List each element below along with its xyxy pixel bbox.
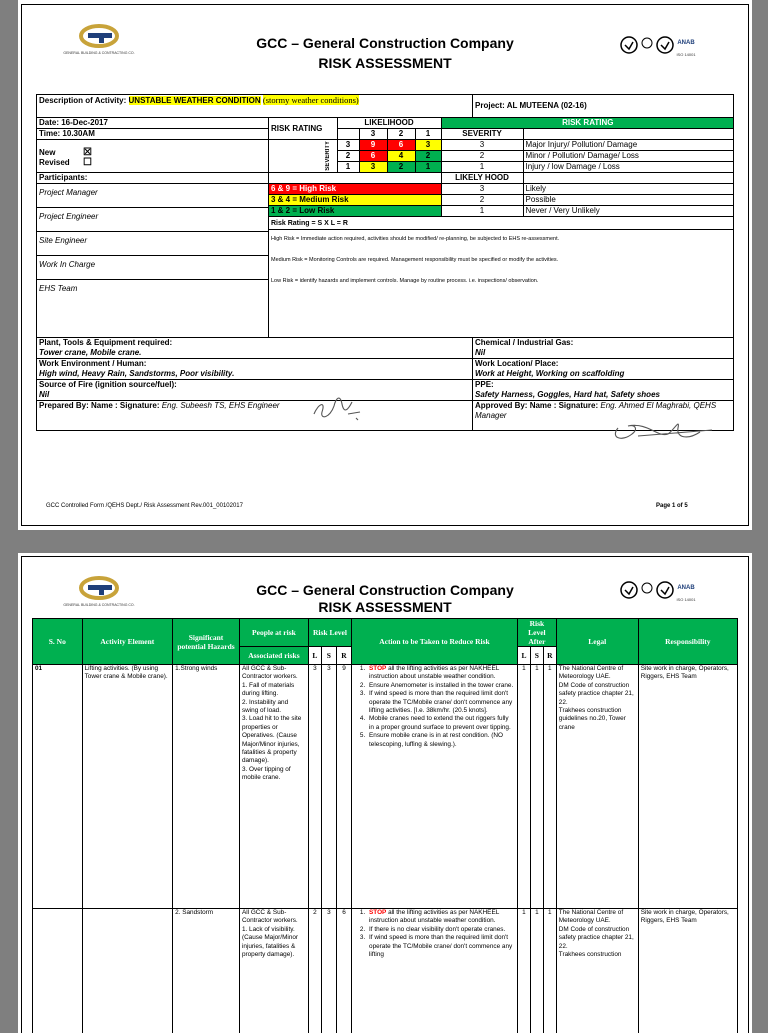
prepared-signature: [308, 384, 368, 428]
matrix-cell: 3: [359, 162, 387, 173]
document-title: RISK ASSESSMENT: [18, 599, 752, 615]
high-risk-note: High Risk = Immediate action required, activities should be modified/ re-planning, be subjected to EHS re-assessment.: [271, 234, 732, 244]
likely-desc: Possible: [523, 195, 734, 206]
participant-item: EHS Team: [37, 280, 268, 298]
matrix-cell: 2: [387, 162, 415, 173]
fire-value: Nil: [39, 390, 470, 400]
matrix-cell: 3: [415, 140, 441, 151]
row-actions: [352, 909, 518, 1033]
date-field: Date: 16-Dec-2017: [37, 118, 268, 129]
row-l: 3: [308, 665, 321, 909]
severity-desc: Injury / low Damage / Loss: [523, 162, 734, 173]
row-legal: The National Centre of Meteorology UAE. DM Code of construction safety practice chapter 21, 22. Trakhees construction guidelines no.20, Tower crane: [556, 665, 638, 909]
row-after-s: 1: [530, 665, 543, 909]
col-after-s: S: [530, 647, 543, 665]
severity-row-label: 1: [337, 162, 359, 173]
low-risk-note: Low Risk = identify hazards and implement controls. Manage by routine process. i.e. inspections/ observation.: [271, 276, 732, 286]
likely-number: 3: [441, 184, 523, 195]
approved-by-cell: Approved By: Name : Signature: Eng. Ahmed El Maghrabi, QEHS Manager: [473, 401, 734, 431]
severity-row-label: 2: [337, 151, 359, 162]
participants-label: Participants:: [37, 173, 268, 184]
row-sno: 01: [33, 665, 83, 909]
row-people: All GCC & Sub-Contractor workers. 1. Lack of visibility. (Cause Major/Minor injuries, fatalities & property damage).: [239, 909, 308, 1033]
matrix-cell: 1: [415, 162, 441, 173]
action-item: 3. If wind speed is more than the required limit don't operate the TC/Mobile crane/ don't commence any lifting activities. [I.e. 38km/hr. (20.5 knots].: [367, 690, 515, 715]
likely-hood-header: LIKELY HOOD: [441, 173, 523, 184]
col-associated-risks: Associated risks: [239, 647, 308, 665]
rating-table-title: RISK RATING: [441, 118, 734, 129]
row-responsibility: Site work in charge, Operators, Riggers, EHS Team: [638, 665, 737, 909]
chemical-label: Chemical / Industrial Gas:: [475, 338, 731, 348]
participant-item: Work In Charge: [37, 256, 268, 280]
document-title: RISK ASSESSMENT: [18, 55, 752, 71]
risk-formula: Risk Rating = S X L = R: [269, 217, 734, 230]
high-risk-legend: 6 & 9 = High Risk: [269, 184, 441, 195]
severity-desc: Minor / Pollution/ Damage/ Loss: [523, 151, 734, 162]
svg-text:GENERAL BUILDING & CONTRACTING: GENERAL BUILDING & CONTRACTING CO.: [63, 51, 134, 55]
table-row: [33, 665, 738, 909]
company-name: GCC – General Construction Company: [18, 35, 752, 51]
col-activity: Activity Element: [82, 619, 173, 665]
risk-matrix-cell: [269, 118, 734, 338]
prepared-by-cell: Prepared By: Name : Signature: Eng. Subeesh TS, EHS Engineer: [37, 401, 473, 431]
row-sno: [33, 909, 83, 1033]
col-risk-after: Risk Level After: [518, 619, 557, 647]
matrix-risk-rating-label: RISK RATING: [269, 118, 337, 140]
col-s: S: [321, 647, 336, 665]
action-item: 2. Ensure Anemometer is installed in the tower crane.: [367, 682, 515, 690]
col-r: R: [336, 647, 351, 665]
approved-by-name: Eng. Ahmed El Maghrabi, QEHS Manager: [475, 401, 716, 420]
row-r: 6: [336, 909, 351, 1033]
matrix-cell: 6: [359, 151, 387, 162]
company-name: GCC – General Construction Company: [18, 582, 752, 598]
row-activity: Lifting activities. (By using Tower crane & Mobile crane).: [82, 665, 173, 909]
status-field: [37, 140, 268, 173]
location-value: Work at Height, Working on scaffolding: [475, 369, 731, 379]
action-item: 3. If wind speed is more than the required limit don't operate the TC/Mobile crane/ don't commence any lifting: [367, 934, 515, 959]
svg-text:ANAB: ANAB: [677, 585, 695, 591]
matrix-cell: 6: [387, 140, 415, 151]
ppe-cell: [473, 380, 734, 401]
medium-risk-note: Medium Risk = Monitoring Controls are required. Management responsibility must be specified or modify the activities.: [271, 255, 732, 265]
row-activity: [82, 909, 173, 1033]
time-field: Time: 10.30AM: [37, 129, 268, 140]
table-row: [33, 909, 738, 1033]
ppe-value: Safety Harness, Goggles, Hard hat, Safety shoes: [475, 390, 731, 400]
row-legal: The National Centre of Meteorology UAE. DM Code of construction safety practice chapter 21, 22. Trakhees construction: [556, 909, 638, 1033]
row-r: 9: [336, 665, 351, 909]
severity-number: 2: [441, 151, 523, 162]
footer-page-number: Page 1 of 5: [656, 503, 688, 509]
ppe-label: PPE:: [475, 380, 731, 390]
environment-value: High wind, Heavy Rain, Sandstorms, Poor visibility.: [39, 369, 470, 379]
date-participants-cell: [37, 118, 269, 338]
severity-desc: Major Injury/ Pollution/ Damage: [523, 140, 734, 151]
environment-label: Work Environment / Human:: [39, 359, 470, 369]
medium-risk-legend: 3 & 4 = Medium Risk: [269, 195, 441, 206]
location-label: Work Location/ Place:: [475, 359, 731, 369]
new-label: New: [39, 148, 83, 158]
col-legal: Legal: [556, 619, 638, 665]
row-hazard: 2. Sandstorm: [173, 909, 240, 1033]
likelihood-col: 3: [359, 129, 387, 140]
likelihood-label: LIKELIHOOD: [337, 118, 441, 129]
col-sno: S. No: [33, 619, 83, 665]
col-risk-level: Risk Level: [308, 619, 351, 647]
work-environment-cell: [37, 359, 473, 380]
work-location-cell: [473, 359, 734, 380]
row-after-s: 1: [530, 909, 543, 1033]
col-after-l: L: [518, 647, 531, 665]
row-hazard: 1.Strong winds: [173, 665, 240, 909]
col-hazards: Significant potential Hazards: [173, 619, 240, 665]
severity-header: SEVERITY: [441, 129, 523, 140]
severity-number: 1: [441, 162, 523, 173]
plant-value: Tower crane, Mobile crane.: [39, 348, 470, 358]
row-s: 3: [321, 665, 336, 909]
participant-item: Project Engineer: [37, 208, 268, 232]
col-action: Action to be Taken to Reduce Risk: [352, 619, 518, 665]
row-after-r: 1: [543, 909, 556, 1033]
chemical-cell: [473, 338, 734, 359]
likelihood-col: 2: [387, 129, 415, 140]
participant-item: Site Engineer: [37, 232, 268, 256]
likely-desc: Likely: [523, 184, 734, 195]
col-after-r: R: [543, 647, 556, 665]
risk-matrix-table: [269, 118, 734, 292]
approved-signature: [608, 408, 718, 444]
row-l: 2: [308, 909, 321, 1033]
likely-number: 1: [441, 206, 523, 217]
participant-item: Project Manager: [37, 184, 268, 208]
page-2: [18, 553, 752, 1033]
risk-assessment-table: [32, 618, 738, 1033]
row-actions: [352, 665, 518, 909]
svg-text:GENERAL BUILDING & CONTRACTING: GENERAL BUILDING & CONTRACTING CO.: [63, 603, 134, 607]
plant-label: Plant, Tools & Equipment required:: [39, 338, 470, 348]
revised-label: Revised: [39, 158, 83, 168]
activity-info-table: [36, 94, 734, 431]
action-item: 1. STOP all the lifting activities as per NAKHEEL instruction about unstable weather condition.: [367, 665, 515, 682]
svg-text:ISO 14001: ISO 14001: [676, 52, 696, 57]
severity-axis-label: SEVERITY: [319, 140, 337, 173]
page-1: [18, 0, 752, 530]
matrix-cell: 9: [359, 140, 387, 151]
svg-text:ISO 14001: ISO 14001: [676, 597, 696, 602]
row-after-l: 1: [518, 909, 531, 1033]
action-item: 1. STOP all the lifting activities as per NAKHEEL instruction about unstable weather condition.: [367, 909, 515, 926]
low-risk-legend: 1 & 2 = Low Risk: [269, 206, 441, 217]
prepared-by-name: Eng. Subeesh TS, EHS Engineer: [162, 401, 280, 410]
action-item: 2. If there is no clear visibility don't operate cranes.: [367, 926, 515, 934]
col-responsibility: Responsibility: [638, 619, 737, 665]
row-responsibility: Site work in charge, Operators, Riggers, EHS Team: [638, 909, 737, 1033]
likely-number: 2: [441, 195, 523, 206]
col-people: People at risk: [239, 619, 308, 647]
matrix-cell: 2: [415, 151, 441, 162]
footer-form-id: GCC Controlled Form /QEHS Dept./ Risk Assessment Rev.001_00102017: [46, 503, 243, 509]
svg-text:ANAB: ANAB: [677, 40, 695, 46]
project-cell: Project: AL MUTEENA (02-16): [473, 95, 734, 118]
row-after-r: 1: [543, 665, 556, 909]
row-after-l: 1: [518, 665, 531, 909]
matrix-cell: 4: [387, 151, 415, 162]
action-item: 5. Ensure mobile crane is in at rest condition. (NO telescoping, luffing & slewing.).: [367, 732, 515, 749]
chemical-value: Nil: [475, 348, 731, 358]
activity-description-cell: Description of Activity: UNSTABLE WEATHER CONDITION (stormy weather conditions): [37, 95, 473, 118]
risk-notes: [269, 230, 734, 293]
certification-logos: [618, 34, 698, 60]
severity-number: 3: [441, 140, 523, 151]
new-checkbox[interactable]: ☒: [83, 147, 92, 158]
fire-label: Source of Fire (ignition source/fuel):: [39, 380, 470, 390]
action-item: 4. Mobile cranes need to extend the out riggers fully in a proper ground surface to prevent over tipping.: [367, 715, 515, 732]
row-s: 3: [321, 909, 336, 1033]
likely-desc: Never / Very Unlikely: [523, 206, 734, 217]
likelihood-col: 1: [415, 129, 441, 140]
row-people: All GCC & Sub-Contractor workers. 1. Fall of materials during lifting. 2. Instability and swing of load. 3. Load hit to the site properties or Operatives. (Cause Major/Minor injuries, fatalities & property damage). 3. Over tipping of mobile crane.: [239, 665, 308, 909]
severity-row-label: 3: [337, 140, 359, 151]
certification-logos: [618, 579, 698, 605]
revised-checkbox[interactable]: ☐: [83, 157, 92, 168]
plant-tools-cell: [37, 338, 473, 359]
col-l: L: [308, 647, 321, 665]
fire-source-cell: [37, 380, 473, 401]
